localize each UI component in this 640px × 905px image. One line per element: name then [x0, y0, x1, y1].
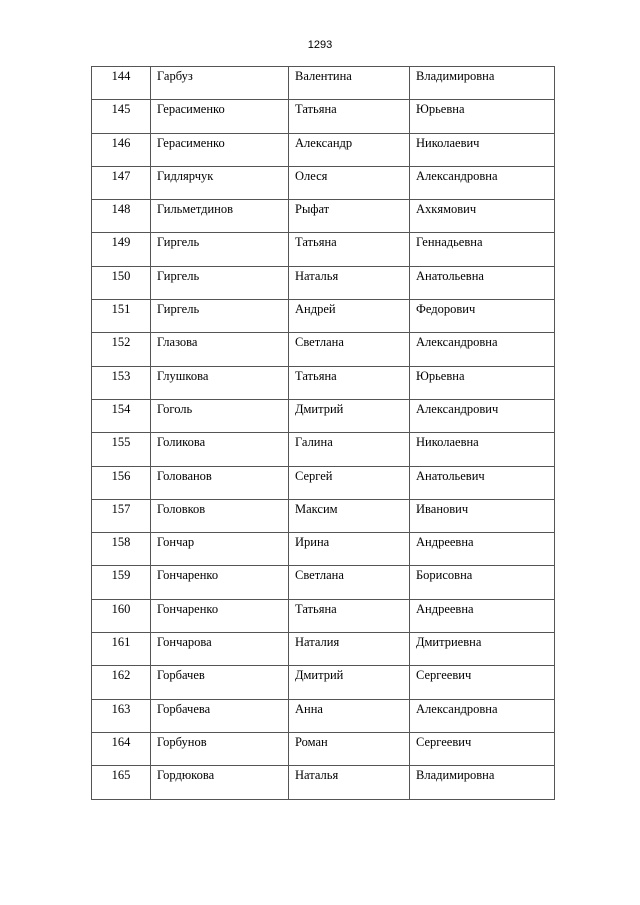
table-row — [92, 699, 555, 732]
last-name-cell: Головков — [151, 499, 289, 532]
table-row — [92, 133, 555, 166]
patronymic-cell: Анатольевна — [410, 266, 555, 299]
first-name-cell: Рыфат — [289, 200, 410, 233]
first-name-cell: Ирина — [289, 533, 410, 566]
row-number-cell: 157 — [92, 499, 151, 532]
row-number-cell: 165 — [92, 766, 151, 799]
patronymic-cell: Сергеевич — [410, 666, 555, 699]
row-number-cell: 154 — [92, 399, 151, 432]
patronymic-cell: Юрьевна — [410, 100, 555, 133]
patronymic-cell: Андреевна — [410, 533, 555, 566]
row-number-cell: 158 — [92, 533, 151, 566]
last-name-cell: Гордюкова — [151, 766, 289, 799]
table-row — [92, 666, 555, 699]
last-name-cell: Гарбуз — [151, 67, 289, 100]
table-row — [92, 399, 555, 432]
patronymic-cell: Николаевич — [410, 133, 555, 166]
last-name-cell: Герасименко — [151, 133, 289, 166]
row-number-cell: 150 — [92, 266, 151, 299]
patronymic-cell: Геннадьевна — [410, 233, 555, 266]
first-name-cell: Роман — [289, 732, 410, 765]
last-name-cell: Гончаренко — [151, 566, 289, 599]
table-row — [92, 366, 555, 399]
first-name-cell: Валентина — [289, 67, 410, 100]
patronymic-cell: Сергеевич — [410, 732, 555, 765]
table-row — [92, 433, 555, 466]
last-name-cell: Горбачев — [151, 666, 289, 699]
table-row — [92, 300, 555, 333]
last-name-cell: Голованов — [151, 466, 289, 499]
first-name-cell: Наталья — [289, 766, 410, 799]
patronymic-cell: Владимировна — [410, 67, 555, 100]
first-name-cell: Наталья — [289, 266, 410, 299]
table-row — [92, 333, 555, 366]
row-number-cell: 148 — [92, 200, 151, 233]
row-number-cell: 149 — [92, 233, 151, 266]
patronymic-cell: Федорович — [410, 300, 555, 333]
patronymic-cell: Андреевна — [410, 599, 555, 632]
row-number-cell: 146 — [92, 133, 151, 166]
table-row — [92, 766, 555, 799]
table-row — [92, 499, 555, 532]
last-name-cell: Герасименко — [151, 100, 289, 133]
last-name-cell: Гончаренко — [151, 599, 289, 632]
last-name-cell: Глазова — [151, 333, 289, 366]
first-name-cell: Галина — [289, 433, 410, 466]
patronymic-cell: Дмитриевна — [410, 633, 555, 666]
table-row — [92, 200, 555, 233]
last-name-cell: Глушкова — [151, 366, 289, 399]
patronymic-cell: Анатольевич — [410, 466, 555, 499]
last-name-cell: Гиргель — [151, 233, 289, 266]
first-name-cell: Анна — [289, 699, 410, 732]
row-number-cell: 164 — [92, 732, 151, 765]
first-name-cell: Татьяна — [289, 599, 410, 632]
row-number-cell: 145 — [92, 100, 151, 133]
patronymic-cell: Владимировна — [410, 766, 555, 799]
table-row — [92, 566, 555, 599]
row-number-cell: 151 — [92, 300, 151, 333]
table-row — [92, 466, 555, 499]
table-row — [92, 633, 555, 666]
patronymic-cell: Александровна — [410, 166, 555, 199]
first-name-cell: Наталия — [289, 633, 410, 666]
first-name-cell: Светлана — [289, 566, 410, 599]
table-row — [92, 599, 555, 632]
patronymic-cell: Иванович — [410, 499, 555, 532]
first-name-cell: Андрей — [289, 300, 410, 333]
first-name-cell: Татьяна — [289, 366, 410, 399]
first-name-cell: Максим — [289, 499, 410, 532]
first-name-cell: Сергей — [289, 466, 410, 499]
row-number-cell: 161 — [92, 633, 151, 666]
last-name-cell: Гиргель — [151, 266, 289, 299]
page-number: 1293 — [307, 39, 333, 51]
row-number-cell: 152 — [92, 333, 151, 366]
first-name-cell: Дмитрий — [289, 666, 410, 699]
first-name-cell: Татьяна — [289, 100, 410, 133]
table-row — [92, 233, 555, 266]
patronymic-cell: Александровна — [410, 333, 555, 366]
row-number-cell: 147 — [92, 166, 151, 199]
last-name-cell: Гоголь — [151, 399, 289, 432]
row-number-cell: 163 — [92, 699, 151, 732]
last-name-cell: Голикова — [151, 433, 289, 466]
row-number-cell: 156 — [92, 466, 151, 499]
names-table — [91, 66, 555, 800]
row-number-cell: 160 — [92, 599, 151, 632]
table-row — [92, 100, 555, 133]
last-name-cell: Гильметдинов — [151, 200, 289, 233]
last-name-cell: Горбачева — [151, 699, 289, 732]
table-row — [92, 732, 555, 765]
table-row — [92, 533, 555, 566]
last-name-cell: Гидлярчук — [151, 166, 289, 199]
first-name-cell: Светлана — [289, 333, 410, 366]
names-table-body — [92, 67, 555, 800]
first-name-cell: Дмитрий — [289, 399, 410, 432]
last-name-cell: Горбунов — [151, 732, 289, 765]
last-name-cell: Гончарова — [151, 633, 289, 666]
patronymic-cell: Борисовна — [410, 566, 555, 599]
patronymic-cell: Александровна — [410, 699, 555, 732]
table-row — [92, 266, 555, 299]
first-name-cell: Александр — [289, 133, 410, 166]
first-name-cell: Олеся — [289, 166, 410, 199]
row-number-cell: 155 — [92, 433, 151, 466]
table-row — [92, 166, 555, 199]
table-row — [92, 67, 555, 100]
patronymic-cell: Ахкямович — [410, 200, 555, 233]
patronymic-cell: Николаевна — [410, 433, 555, 466]
row-number-cell: 153 — [92, 366, 151, 399]
row-number-cell: 159 — [92, 566, 151, 599]
patronymic-cell: Александрович — [410, 399, 555, 432]
first-name-cell: Татьяна — [289, 233, 410, 266]
row-number-cell: 162 — [92, 666, 151, 699]
last-name-cell: Гиргель — [151, 300, 289, 333]
row-number-cell: 144 — [92, 67, 151, 100]
patronymic-cell: Юрьевна — [410, 366, 555, 399]
last-name-cell: Гончар — [151, 533, 289, 566]
